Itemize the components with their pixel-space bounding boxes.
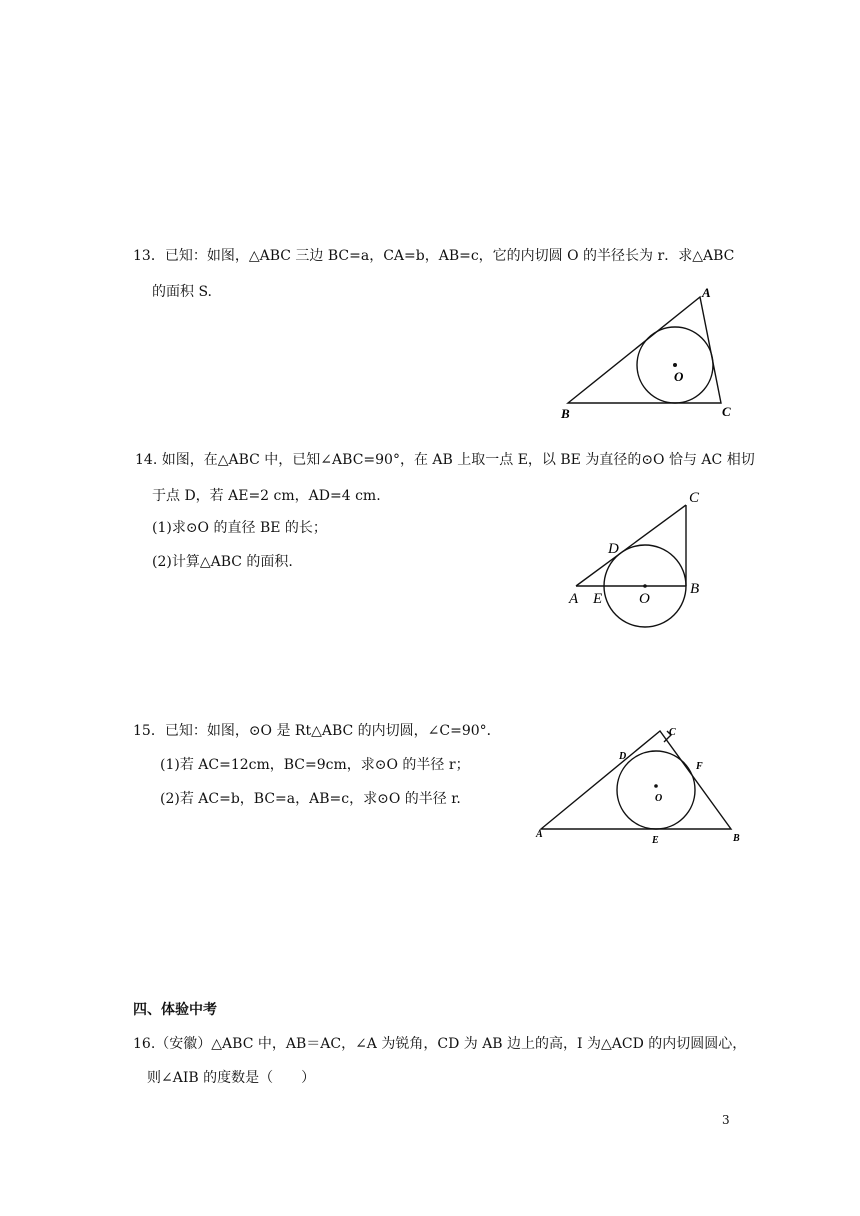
q16-line2: 则∠AIB 的度数是（ ） bbox=[147, 1070, 316, 1086]
q14-label-B: B bbox=[690, 581, 700, 597]
q14-label-O: O bbox=[639, 591, 650, 607]
q16-line1: 16.（安徽）△ABC 中，AB＝AC，∠A 为锐角，CD 为 AB 边上的高，I 为△ACD 的内切圆圆心， bbox=[133, 1036, 747, 1052]
q14-label-E: E bbox=[593, 591, 603, 607]
q15-label-D: D bbox=[619, 751, 627, 762]
q15-center-dot bbox=[654, 784, 658, 788]
q14-label-A: A bbox=[569, 591, 579, 607]
q13-label-O: O bbox=[674, 369, 684, 384]
q15-label-O: O bbox=[655, 793, 663, 804]
q14-label-D: D bbox=[608, 541, 619, 557]
q15-label-A: A bbox=[536, 829, 543, 840]
q15-label-E: E bbox=[652, 835, 659, 846]
q15-label-F: F bbox=[696, 761, 703, 772]
q15-line3: (2)若 AC=b，BC=a，AB=c，求⊙O 的半径 r. bbox=[160, 791, 461, 807]
q15-label-C: C bbox=[669, 727, 676, 738]
q15-line2: (1)若 AC=12cm，BC=9cm，求⊙O 的半径 r； bbox=[160, 757, 470, 773]
q14-label-C: C bbox=[689, 490, 700, 506]
q14-line1: 14. 如图，在△ABC 中，已知∠ABC=90°，在 AB 上取一点 E，以 BE 为直径的⊙O 恰与 AC 相切 bbox=[135, 452, 755, 468]
q15-line1: 15．已知：如图，⊙O 是 Rt△ABC 的内切圆，∠C=90°． bbox=[133, 723, 501, 739]
q14-line4: (2)计算△ABC 的面积. bbox=[152, 554, 293, 570]
q14-line3: (1)求⊙O 的直径 BE 的长； bbox=[152, 520, 327, 536]
q13-line2: 的面积 S. bbox=[152, 284, 212, 300]
page-number: 3 bbox=[722, 1113, 730, 1127]
q13-label-B: B bbox=[561, 406, 570, 421]
section4-title: 四、体验中考 bbox=[133, 1002, 217, 1018]
q14-line2: 于点 D，若 AE=2 cm，AD=4 cm. bbox=[152, 488, 381, 504]
q13-line1: 13．已知：如图，△ABC 三边 BC=a，CA=b，AB=c，它的内切圆 O 的半径长为 r．求△ABC bbox=[133, 248, 735, 264]
q13-label-C: C bbox=[722, 404, 731, 419]
q15-triangle bbox=[541, 731, 731, 829]
q15-incircle bbox=[617, 751, 695, 829]
q13-label-A: A bbox=[702, 285, 711, 300]
q15-label-B: B bbox=[733, 833, 740, 844]
